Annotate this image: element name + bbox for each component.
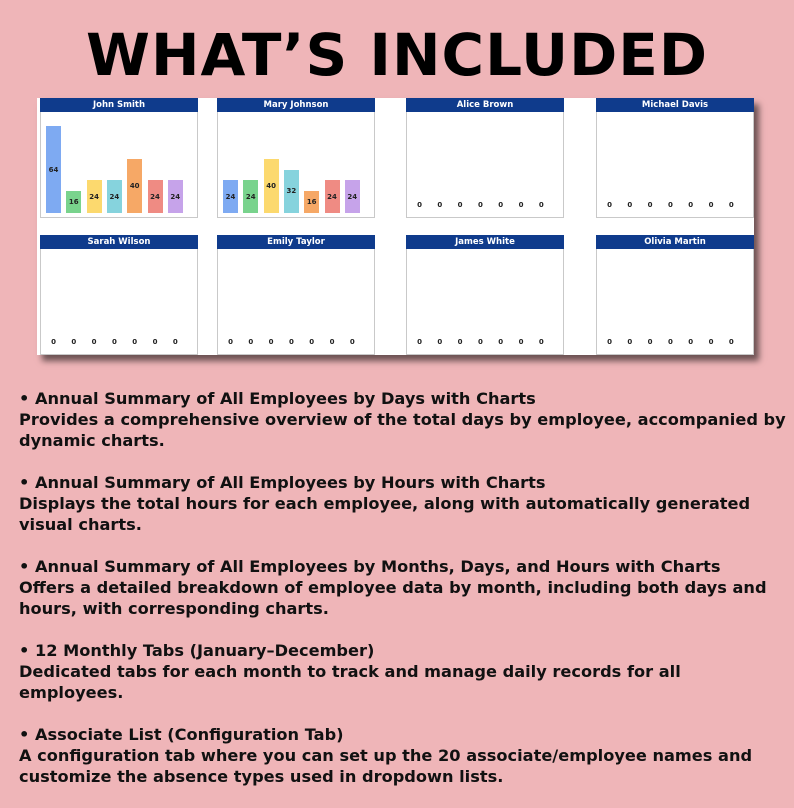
bar-value-label: 0 <box>111 338 117 346</box>
bar-value-label: 24 <box>347 192 358 201</box>
employee-charts-sheet <box>37 98 754 355</box>
bar-value-label: 0 <box>518 338 524 346</box>
bar-value-label: 0 <box>708 201 714 209</box>
chart-bar <box>284 170 299 214</box>
bar-value-label: 0 <box>627 201 633 209</box>
bar-value-label: 0 <box>152 338 158 346</box>
bar-value-label: 0 <box>688 338 694 346</box>
bar-value-label: 24 <box>89 192 99 201</box>
chart-bar <box>148 180 163 213</box>
chart-bar <box>168 180 183 213</box>
bar-value-label: 0 <box>437 338 443 346</box>
employee-name: Mary Johnson <box>217 98 375 112</box>
bar-value-label: 0 <box>268 338 274 346</box>
chart-plot <box>597 251 753 354</box>
bar-value-label: 0 <box>329 338 335 346</box>
bar-value-label: 16 <box>306 198 317 207</box>
employee-name: Emily Taylor <box>217 235 375 249</box>
employee-name: Michael Davis <box>596 98 754 112</box>
feature-description: Provides a comprehensive overview of the total days by employee, accompanied by dynamic charts. <box>19 410 786 450</box>
bar-value-label: 40 <box>266 181 276 190</box>
chart-bar <box>87 180 102 213</box>
chart-bar <box>345 180 360 213</box>
bar-value-label: 0 <box>708 338 714 346</box>
chart-plot <box>407 251 563 354</box>
bar-value-label: 0 <box>688 201 694 209</box>
chart-bar <box>127 159 142 213</box>
employee-name: James White <box>406 235 564 249</box>
bar-value-label: 0 <box>538 201 544 209</box>
feature-list <box>19 388 789 808</box>
feature-title: • 12 Monthly Tabs (January–December) <box>19 641 375 660</box>
bar-value-label: 0 <box>248 338 254 346</box>
employee-chart-card <box>596 235 754 355</box>
bar-value-label: 0 <box>417 201 422 209</box>
chart-bar <box>107 180 122 213</box>
bar-value-label: 0 <box>728 201 734 209</box>
bar-value-label: 40 <box>129 181 140 190</box>
bar-value-label: 0 <box>349 338 355 346</box>
chart-plot <box>597 114 753 217</box>
chart-plot <box>41 114 197 217</box>
bar-value-label: 0 <box>309 338 315 346</box>
bar-value-label: 32 <box>286 187 297 196</box>
bar-value-label: 0 <box>607 201 612 209</box>
bar-value-label: 0 <box>647 201 653 209</box>
bar-value-label: 0 <box>538 338 544 346</box>
feature-description: Dedicated tabs for each month to track and manage daily records for all employees. <box>19 662 681 702</box>
employee-name: Olivia Martin <box>596 235 754 249</box>
feature-item <box>19 472 789 535</box>
chart-plot <box>407 114 563 217</box>
chart-bar <box>264 159 279 213</box>
feature-title: • Annual Summary of All Employees by Months, Days, and Hours with Charts <box>19 557 721 576</box>
chart-plot <box>218 114 374 217</box>
bar-value-label: 0 <box>477 338 483 346</box>
bar-value-label: 0 <box>457 338 463 346</box>
bar-value-label: 24 <box>327 192 337 201</box>
employee-chart-card <box>596 98 754 218</box>
employee-chart-card <box>40 98 198 218</box>
bar-value-label: 0 <box>498 338 504 346</box>
feature-item <box>19 388 789 451</box>
chart-bar <box>243 180 258 213</box>
employee-chart-card <box>217 98 375 218</box>
chart-bar <box>325 180 340 213</box>
bar-value-label: 0 <box>477 201 483 209</box>
employee-name: Sarah Wilson <box>40 235 198 249</box>
employee-name: John Smith <box>40 98 198 112</box>
chart-bar <box>223 180 238 213</box>
chart-bar <box>304 191 319 213</box>
headline: WHAT’S INCLUDED <box>85 21 709 89</box>
employee-chart-card <box>406 98 564 218</box>
bar-value-label: 16 <box>68 198 79 207</box>
bar-value-label: 24 <box>225 192 236 201</box>
bar-value-label: 0 <box>437 201 443 209</box>
bar-value-label: 24 <box>109 192 120 201</box>
bar-value-label: 0 <box>498 201 504 209</box>
chart-plot <box>41 251 197 354</box>
feature-item <box>19 640 789 703</box>
bar-value-label: 0 <box>667 201 673 209</box>
bar-value-label: 0 <box>71 338 77 346</box>
bar-value-label: 0 <box>172 338 178 346</box>
bar-value-label: 0 <box>627 338 633 346</box>
employee-chart-card <box>217 235 375 355</box>
bar-value-label: 0 <box>647 338 653 346</box>
chart-bar <box>46 126 61 213</box>
feature-item <box>19 556 789 619</box>
chart-plot <box>218 251 374 354</box>
feature-title: • Associate List (Configuration Tab) <box>19 725 344 744</box>
chart-bar <box>66 191 81 213</box>
bar-value-label: 0 <box>91 338 97 346</box>
feature-title: • Annual Summary of All Employees by Hours with Charts <box>19 473 546 492</box>
bar-value-label: 24 <box>245 192 256 201</box>
employee-chart-card <box>406 235 564 355</box>
employee-name: Alice Brown <box>406 98 564 112</box>
feature-title: • Annual Summary of All Employees by Days with Charts <box>19 389 536 408</box>
bar-value-label: 0 <box>728 338 734 346</box>
bar-value-label: 0 <box>607 338 612 346</box>
feature-description: Offers a detailed breakdown of employee data by month, including both days and hours, with corresponding charts. <box>19 578 767 618</box>
feature-item <box>19 724 789 787</box>
bar-value-label: 0 <box>132 338 138 346</box>
bar-value-label: 0 <box>667 338 673 346</box>
feature-description: A configuration tab where you can set up the 20 associate/employee names and customize the absence types used in dropdown lists. <box>19 746 753 786</box>
bar-value-label: 24 <box>150 192 160 201</box>
bar-value-label: 64 <box>48 165 59 174</box>
bar-value-label: 24 <box>170 192 181 201</box>
bar-value-label: 0 <box>417 338 422 346</box>
feature-description: Displays the total hours for each employee, along with automatically generated visual charts. <box>19 494 751 534</box>
bar-value-label: 0 <box>457 201 463 209</box>
bar-value-label: 0 <box>51 338 56 346</box>
bar-value-label: 0 <box>288 338 294 346</box>
employee-chart-card <box>40 235 198 355</box>
bar-value-label: 0 <box>228 338 233 346</box>
bar-value-label: 0 <box>518 201 524 209</box>
